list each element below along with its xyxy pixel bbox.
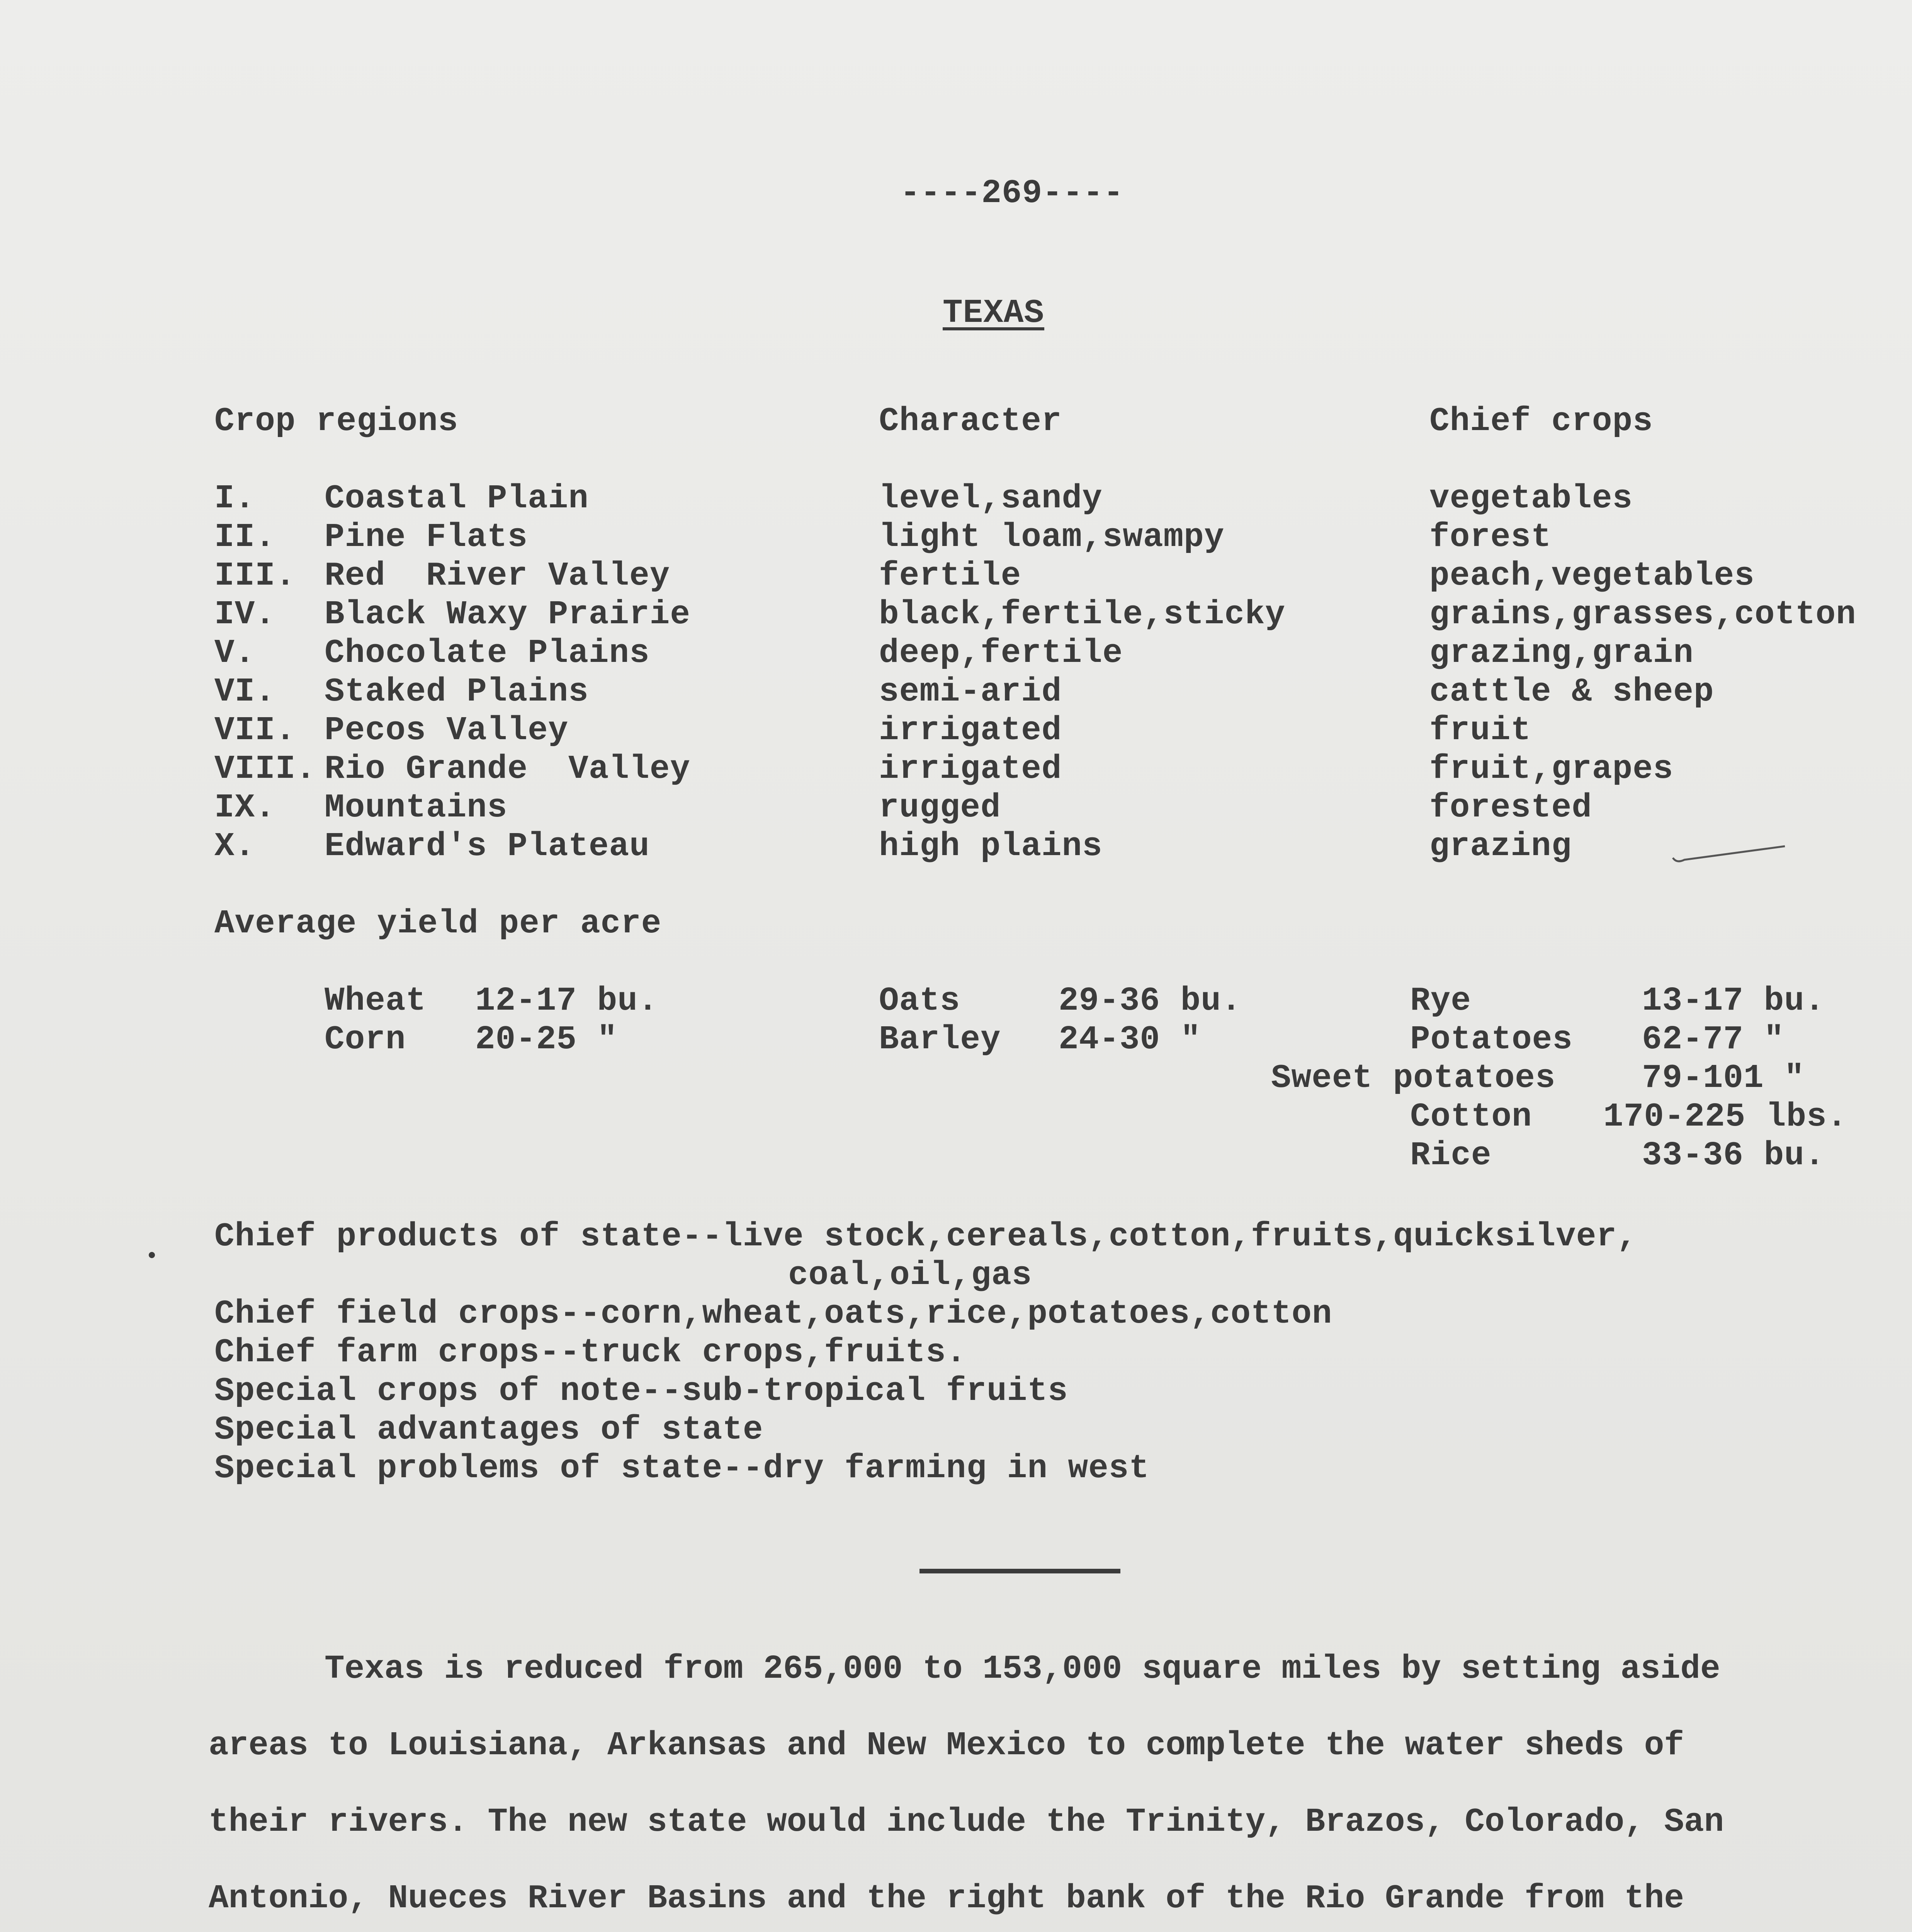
- region-name: Red River Valley: [325, 557, 670, 595]
- yield-crop: Sweet potatoes: [1271, 1059, 1556, 1097]
- yield-heading: Average yield per acre: [214, 905, 662, 942]
- region-name: Pecos Valley: [325, 711, 569, 749]
- region-number: X.: [214, 827, 255, 865]
- region-crops: cattle & sheep: [1429, 673, 1714, 711]
- chief-products-line-2: coal,oil,gas: [788, 1256, 1032, 1294]
- region-number: III.: [214, 557, 296, 595]
- yield-crop: Oats: [879, 982, 960, 1020]
- region-name: Black Waxy Prairie: [325, 595, 690, 633]
- region-name: Edward's Plateau: [325, 827, 650, 865]
- region-name: Pine Flats: [325, 518, 528, 556]
- region-character: high plains: [879, 827, 1103, 865]
- yield-value: 13-17 bu.: [1642, 982, 1825, 1020]
- region-crops: grazing,grain: [1429, 634, 1694, 672]
- yield-value: 170-225 lbs.: [1603, 1098, 1847, 1136]
- region-name: Staked Plains: [325, 673, 589, 711]
- region-character: fertile: [879, 557, 1021, 595]
- region-character: level,sandy: [879, 480, 1103, 517]
- header-chief-crops: Chief crops: [1429, 402, 1653, 440]
- region-character: deep,fertile: [879, 634, 1123, 672]
- region-crops: grazing: [1429, 827, 1572, 865]
- body-paragraph-1: Texas is reduced from 265,000 to 153,000 square miles by setting aside areas to Louisiana, Arkansas and New Mexico to complete the water sheds of their rivers. The new state would include the Trinity, Brazos, Colorado, San Antonio, Nueces River Basins and the right bank of the Rio Grande from the: [209, 1650, 1724, 1917]
- yield-crop: Rice: [1410, 1136, 1492, 1174]
- region-number: VIII.: [214, 750, 316, 788]
- region-crops: grains,grasses,cotton: [1429, 595, 1856, 633]
- section-divider: [919, 1569, 1120, 1573]
- yield-crop: Barley: [879, 1020, 1001, 1058]
- region-character: semi-arid: [879, 673, 1062, 711]
- header-character: Character: [879, 402, 1062, 440]
- region-character: irrigated: [879, 711, 1062, 749]
- chief-field-crops: Chief field crops--corn,wheat,oats,rice,potatoes,cotton: [214, 1295, 1332, 1333]
- page-title: TEXAS: [943, 294, 1045, 332]
- margin-dot: [149, 1252, 155, 1258]
- yield-value: 20-25 ": [475, 1020, 618, 1058]
- chief-farm-crops: Chief farm crops--truck crops,fruits.: [214, 1333, 967, 1371]
- yield-crop: Wheat: [325, 982, 427, 1020]
- chief-products-line-1: Chief products of state--live stock,cereals,cotton,fruits,quicksilver,: [214, 1218, 1637, 1255]
- region-name: Coastal Plain: [325, 480, 589, 517]
- region-crops: vegetables: [1429, 480, 1633, 517]
- page-number: ----269----: [900, 174, 1124, 212]
- region-crops: forest: [1429, 518, 1552, 556]
- region-number: VII.: [214, 711, 296, 749]
- region-crops: fruit,grapes: [1429, 750, 1674, 788]
- region-character: irrigated: [879, 750, 1062, 788]
- region-number: V.: [214, 634, 255, 672]
- region-number: IX.: [214, 789, 275, 827]
- region-number: VI.: [214, 673, 275, 711]
- region-character: black,fertile,sticky: [879, 595, 1286, 633]
- yield-value: 62-77 ": [1642, 1020, 1785, 1058]
- header-crop-regions: Crop regions: [214, 402, 459, 440]
- yield-crop: Rye: [1410, 982, 1471, 1020]
- region-number: IV.: [214, 595, 275, 633]
- special-crops: Special crops of note--sub-tropical fruits: [214, 1372, 1068, 1410]
- check-mark-icon: [1669, 842, 1793, 866]
- yield-crop: Cotton: [1410, 1098, 1532, 1136]
- region-crops: fruit: [1429, 711, 1531, 749]
- region-character: rugged: [879, 789, 1001, 827]
- yield-value: 24-30 ": [1059, 1020, 1201, 1058]
- special-advantages: Special advantages of state: [214, 1411, 763, 1449]
- region-number: I.: [214, 480, 255, 517]
- region-name: Rio Grande Valley: [325, 750, 690, 788]
- yield-value: 33-36 bu.: [1642, 1136, 1825, 1174]
- region-crops: forested: [1429, 789, 1592, 827]
- yield-value: 29-36 bu.: [1059, 982, 1242, 1020]
- region-character: light loam,swampy: [879, 518, 1225, 556]
- region-number: II.: [214, 518, 275, 556]
- special-problems: Special problems of state--dry farming in west: [214, 1449, 1149, 1487]
- yield-crop: Corn: [325, 1020, 406, 1058]
- yield-value: 12-17 bu.: [475, 982, 658, 1020]
- yield-value: 79-101 ": [1642, 1059, 1805, 1097]
- yield-crop: Potatoes: [1410, 1020, 1573, 1058]
- region-name: Mountains: [325, 789, 508, 827]
- region-name: Chocolate Plains: [325, 634, 650, 672]
- region-crops: peach,vegetables: [1429, 557, 1755, 595]
